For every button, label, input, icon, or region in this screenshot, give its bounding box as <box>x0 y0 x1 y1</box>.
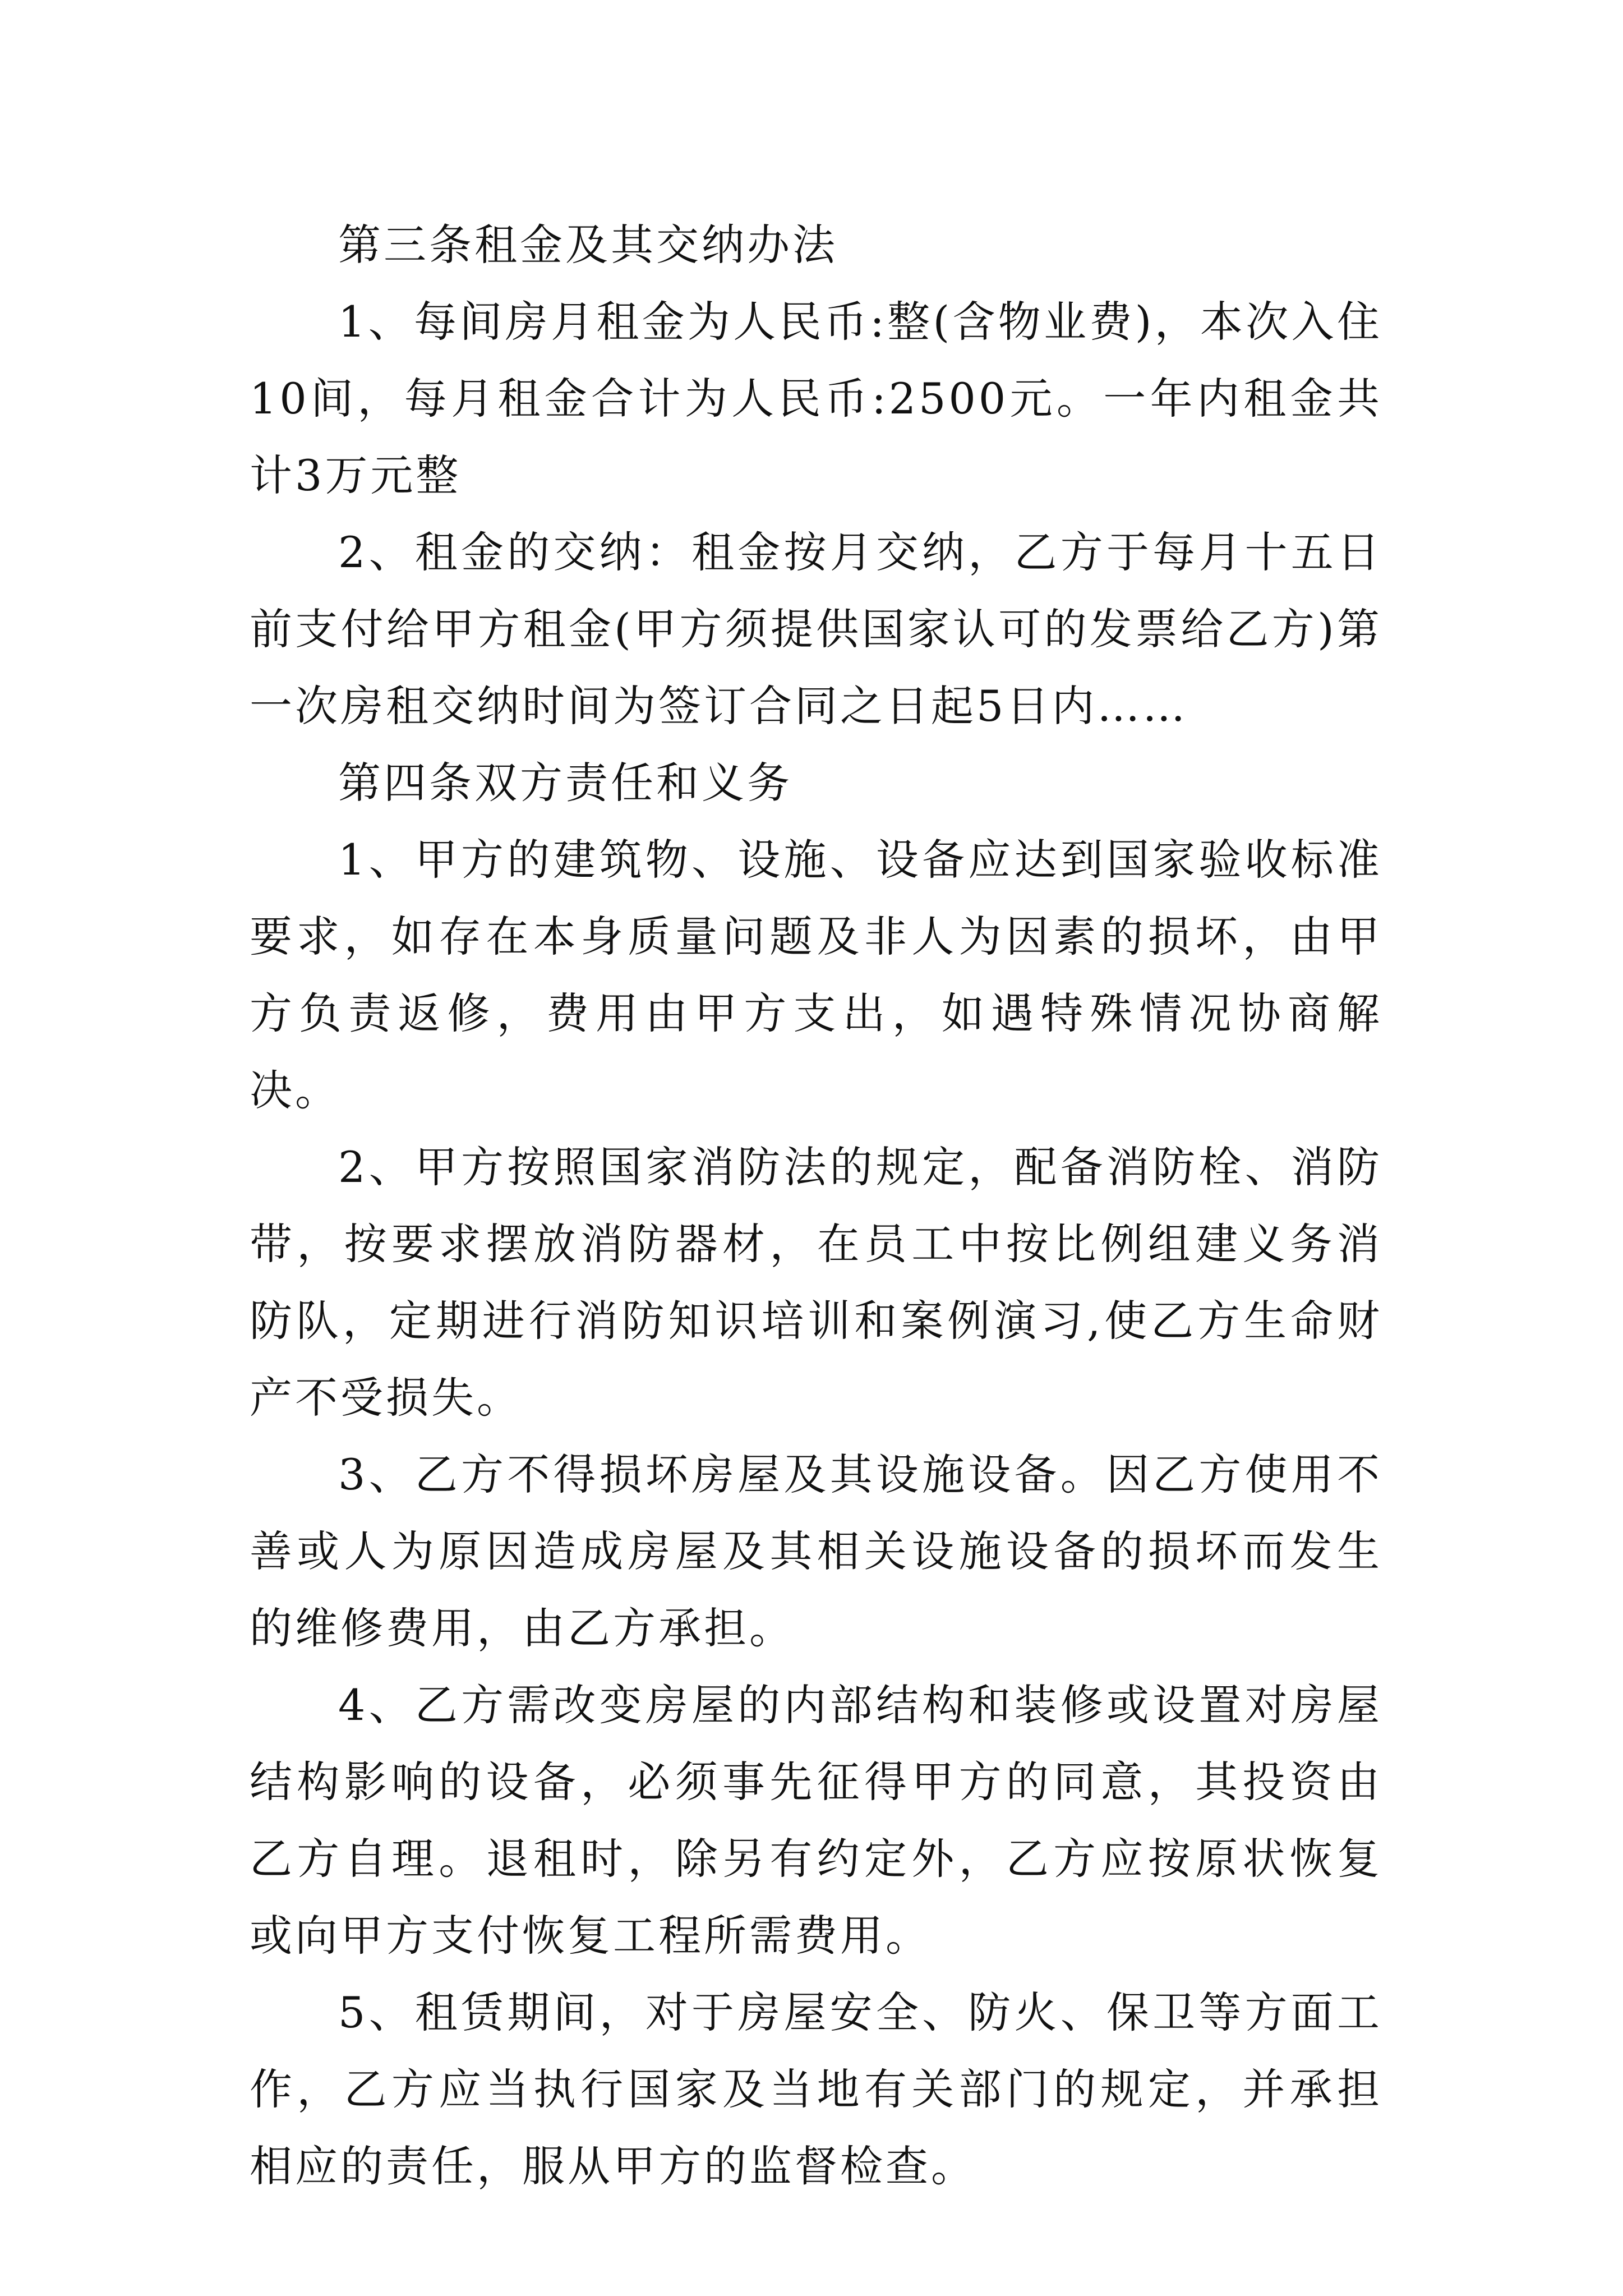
section-4-item-1: 1、甲方的建筑物、设施、设备应达到国家验收标准要求，如存在本身质量问题及非人为因素的损坏，由甲方负责返修，费用由甲方支出，如遇特殊情况协商解决。 <box>250 835 1382 1115</box>
section-4-item-3: 3、乙方不得损坏房屋及其设施设备。因乙方使用不善或人为原因造成房屋及其相关设施设备的损坏而发生的维修费用，由乙方承担。 <box>250 1450 1382 1653</box>
section-3-item-2: 2、租金的交纳：租金按月交纳，乙方于每月十五日前支付给甲方租金(甲方须提供国家认可的发票给乙方)第一次房租交纳时间为签订合同之日起5日内…… <box>250 527 1382 731</box>
section-4-heading: 第四条双方责任和义务 <box>338 758 792 808</box>
section-3-heading: 第三条租金及其交纳办法 <box>338 220 838 270</box>
section-4-item-4: 4、乙方需改变房屋的内部结构和装修或设置对房屋结构影响的设备，必须事先征得甲方的同意，其投资由乙方自理。退租时，除另有约定外，乙方应按原状恢复或向甲方支付恢复工程所需费用。 <box>250 1680 1382 1961</box>
section-4-item-5: 5、租赁期间，对于房屋安全、防火、保卫等方面工作，乙方应当执行国家及当地有关部门的规定，并承担相应的责任，服从甲方的监督检查。 <box>250 1987 1382 2191</box>
section-4-item-2: 2、甲方按照国家消防法的规定，配备消防栓、消防带，按要求摆放消防器材，在员工中按比例组建义务消防队，定期进行消防知识培训和案例演习,使乙方生命财产不受损失。 <box>250 1142 1382 1423</box>
section-3-item-1: 1、每间房月租金为人民币:整(含物业费)，本次入住10间，每月租金合计为人民币:2500元。一年内租金共计3万元整 <box>250 297 1382 500</box>
document-body <box>250 206 1382 2205</box>
